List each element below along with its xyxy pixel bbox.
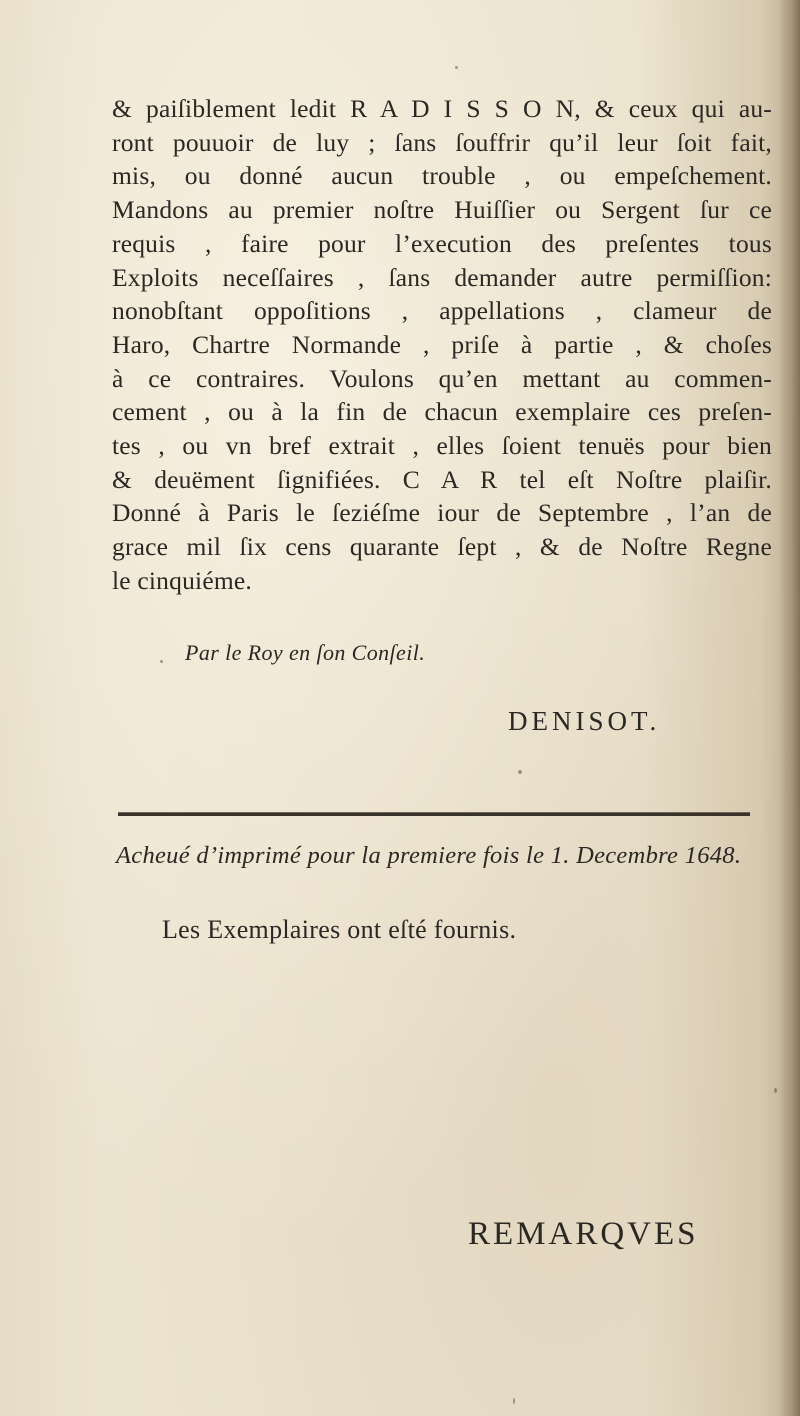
paper-speck xyxy=(774,1088,777,1093)
horizontal-rule xyxy=(118,812,750,816)
body-line: requis , faire pour l’execution des preſentes tous xyxy=(112,228,772,258)
body-line: Haro, Chartre Normande , priſe à partie , & choſes xyxy=(112,329,772,359)
body-line: cement , ou à la fin de chacun exemplaire ces preſen- xyxy=(112,397,772,427)
printing-completion-note: Acheué d’imprimé pour la premiere fois le 1. Decembre 1648. xyxy=(116,842,742,869)
body-line: tes , ou vn bref extrait , elles ſoient tenuës pour bien xyxy=(112,431,772,461)
paper-speck xyxy=(518,770,522,774)
signed-by-line: Par le Roy en ſon Conſeil. xyxy=(185,640,426,665)
catchword: REMARQVES xyxy=(468,1216,699,1252)
body-line: nonobſtant oppoſitions , appellations , clameur de xyxy=(112,296,772,326)
body-line: & deuëment ſignifiées. C A R tel eſt Noſtre plaiſir. xyxy=(112,464,772,494)
body-line: Mandons au premier noſtre Huiſſier ou Sergent ſur ce xyxy=(112,195,772,225)
body-line: Donné à Paris le ſeziéſme iour de Septembre , l’an de xyxy=(112,498,772,528)
paper-speck xyxy=(455,66,458,69)
paper-speck xyxy=(160,660,163,663)
body-line: & paiſiblement ledit R A D I S S O N, & ceux qui au- xyxy=(112,94,772,123)
body-line: grace mil ſix cens quarante ſept , & de Noſtre Regne xyxy=(112,532,772,562)
body-line: Exploits neceſſaires , ſans demander autre permiſſion: xyxy=(112,262,772,292)
signatory-name: DENISOT. xyxy=(508,706,661,736)
body-line: mis, ou donné aucun trouble , ou empeſchement. xyxy=(112,161,772,191)
page-gutter-shadow xyxy=(778,0,800,1416)
copies-furnished-note: Les Exemplaires ont eſté fournis. xyxy=(162,915,517,944)
paper-speck xyxy=(513,1398,515,1404)
body-line: le cinquiéme. xyxy=(112,565,252,595)
body-line: à ce contraires. Voulons qu’en mettant au commen- xyxy=(112,363,772,393)
body-line: ront pouuoir de luy ; ſans ſouffrir qu’il leur ſoit fait, xyxy=(112,127,772,157)
privilege-body-text xyxy=(112,92,772,598)
